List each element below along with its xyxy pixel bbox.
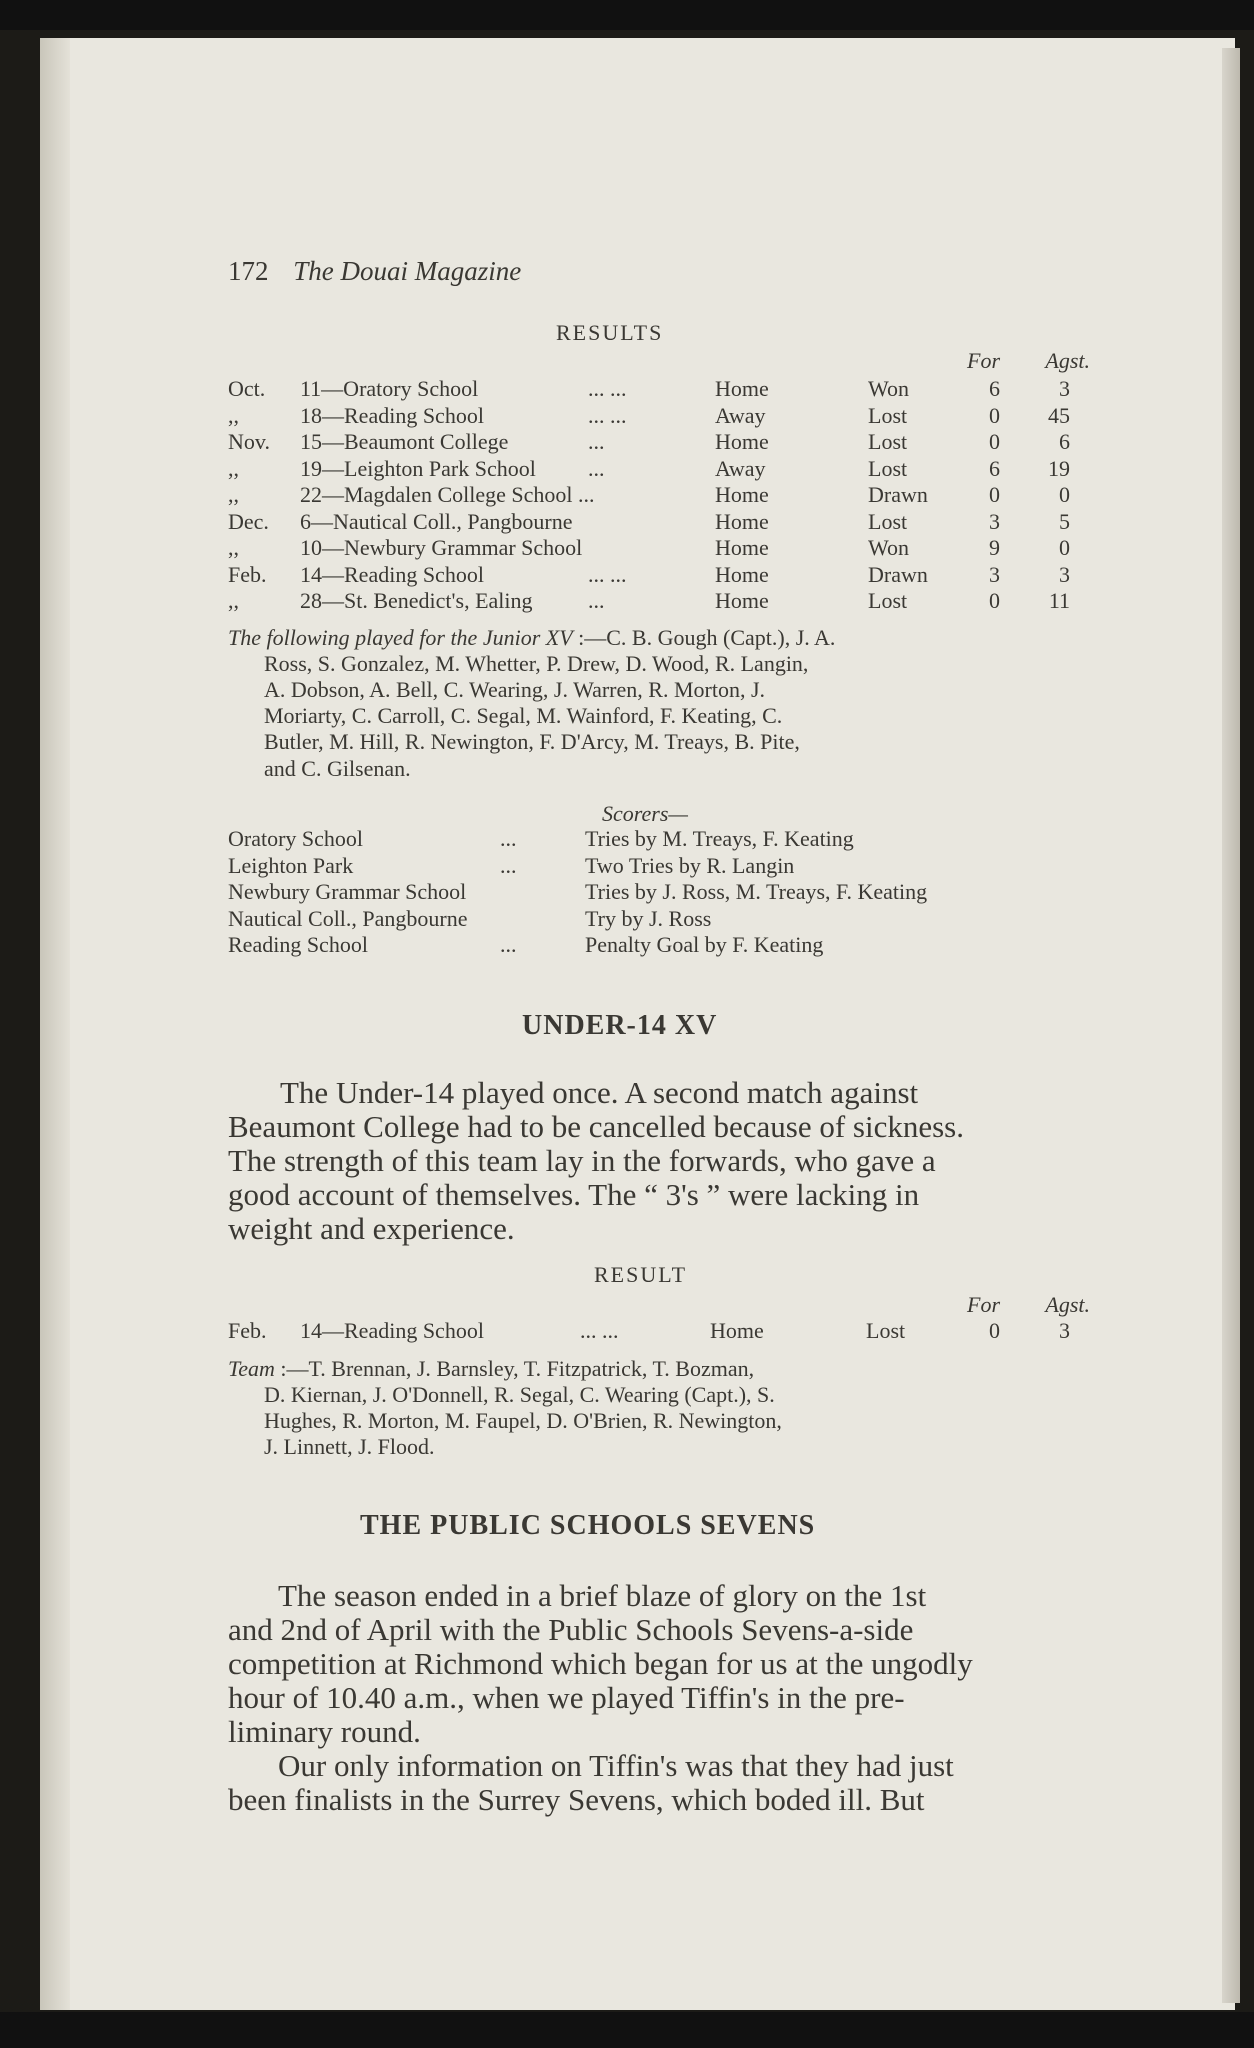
team-line: Butler, M. Hill, R. Newington, F. D'Arcy, M. Treays, B. Pite, (264, 729, 800, 754)
row-venue: Away (715, 455, 766, 481)
row-for: 6 (989, 376, 1000, 401)
row-result: Won (868, 376, 910, 401)
scorer-dots: ... (500, 932, 517, 957)
row-dots: ... ... (588, 561, 627, 587)
row-opponent: 14—Reading School (300, 1318, 484, 1343)
scorer-match: Oratory School (228, 826, 364, 851)
team-intro: The following played for the Junior XV (228, 625, 573, 650)
row-agst: 0 (1059, 482, 1070, 507)
row-result: Lost (868, 402, 908, 428)
row-result: Lost (868, 429, 908, 454)
row-month: Nov. (228, 429, 270, 454)
row-agst: 0 (1059, 535, 1070, 560)
row-venue: Home (715, 482, 769, 507)
scorer-names: Tries by M. Treays, F. Keating (585, 826, 854, 851)
row-venue: Home (710, 1318, 764, 1343)
row-month: Oct. (228, 376, 266, 401)
scorer-names: Penalty Goal by F. Keating (585, 932, 824, 957)
page-gutter (40, 38, 70, 2010)
team-line: Ross, S. Gonzalez, M. Whetter, P. Drew, D. Wood, R. Langin, (264, 651, 809, 676)
row-result: Drawn (868, 482, 928, 507)
row-dots: ... (588, 455, 605, 481)
result-title: RESULT (594, 1262, 688, 1287)
paragraph-line: hour of 10.40 a.m., when we played Tiffin's in the pre- (228, 1680, 905, 1715)
row-venue: Home (715, 588, 769, 613)
paragraph-line: good account of themselves. The “ 3's ” were lacking in (228, 1177, 920, 1212)
paragraph-line: competition at Richmond which began for us at the ungodly (228, 1646, 973, 1681)
row-agst: 19 (1048, 455, 1070, 481)
row-result: Lost (866, 1318, 906, 1343)
results-title: RESULTS (556, 320, 664, 345)
row-result: Lost (868, 455, 908, 481)
row-dots: ... ... (580, 1318, 619, 1343)
row-venue: Home (715, 508, 769, 534)
sevens-heading: THE PUBLIC SCHOOLS SEVENS (360, 1510, 816, 1541)
team-line (228, 1356, 754, 1382)
row-for: 3 (989, 561, 1000, 587)
team-line (228, 625, 835, 651)
team-line: and C. Gilsenan. (264, 756, 411, 781)
paragraph-line: Beaumont College had to be cancelled because of sickness. (228, 1109, 964, 1144)
row-month: Feb. (228, 1318, 267, 1343)
scorer-names: Two Tries by R. Langin (585, 852, 795, 878)
under14-heading: UNDER-14 XV (522, 1010, 718, 1041)
team-line-text: :—C. B. Gough (Capt.), J. A. (578, 625, 836, 650)
row-agst: 3 (1059, 1318, 1070, 1343)
row-month: ,, (228, 455, 239, 481)
page-header (228, 256, 521, 287)
row-dots: ... (588, 588, 605, 613)
scorer-match: Reading School (228, 932, 368, 957)
team-line: J. Linnett, J. Flood. (264, 1434, 435, 1459)
paragraph-line: The strength of this team lay in the forwards, who gave a (228, 1143, 936, 1178)
row-venue: Home (715, 561, 769, 587)
scorer-match: Leighton Park (228, 852, 354, 878)
row-agst: 3 (1059, 376, 1070, 401)
scan-bottom-border (0, 2012, 1254, 2048)
team-line: A. Dobson, A. Bell, C. Wearing, J. Warren, R. Morton, J. (264, 677, 766, 702)
row-result: Drawn (868, 561, 928, 587)
row-opponent: 6—Nautical Coll., Pangbourne (300, 508, 573, 534)
row-dots: ... ... (588, 402, 627, 428)
col-for-header: For (967, 348, 1000, 373)
team-label: Team (228, 1356, 275, 1381)
row-opponent: 11—Oratory School (300, 376, 479, 401)
row-for: 0 (989, 429, 1000, 454)
row-result: Lost (868, 588, 908, 613)
paragraph-line: Our only information on Tiffin's was that they had just (278, 1748, 954, 1783)
row-month: ,, (228, 402, 239, 428)
row-for: 0 (989, 402, 1000, 428)
row-opponent: 22—Magdalen College School ... (300, 482, 595, 507)
row-for: 3 (989, 508, 1000, 534)
paragraph-line: liminary round. (228, 1714, 421, 1749)
team-line: Hughes, R. Morton, M. Faupel, D. O'Brien, R. Newington, (264, 1408, 782, 1433)
row-for: 6 (989, 455, 1000, 481)
scorer-match: Newbury Grammar School (228, 879, 467, 904)
row-opponent: 15—Beaumont College (300, 429, 509, 454)
col-agst-header: Agst. (1045, 348, 1090, 373)
row-month: ,, (228, 588, 239, 613)
paragraph-line: The season ended in a brief blaze of glory on the 1st (278, 1578, 927, 1613)
row-venue: Away (715, 402, 766, 428)
row-month: ,, (228, 482, 239, 507)
scorer-match: Nautical Coll., Pangbourne (228, 905, 468, 931)
paragraph-line: and 2nd of April with the Public Schools Sevens-a-side (228, 1612, 914, 1647)
row-for: 0 (989, 588, 1000, 613)
row-opponent: 10—Newbury Grammar School (300, 535, 583, 560)
scorer-dots: ... (500, 826, 517, 851)
row-for: 0 (989, 482, 1000, 507)
row-result: Lost (868, 508, 908, 534)
row-opponent: 28—St. Benedict's, Ealing (300, 588, 533, 613)
row-opponent: 19—Leighton Park School (300, 455, 536, 481)
row-opponent: 18—Reading School (300, 402, 484, 428)
scan-top-border (0, 0, 1254, 30)
paragraph-line: The Under-14 played once. A second match against (280, 1075, 919, 1110)
row-venue: Home (715, 535, 769, 560)
paragraph-line: been finalists in the Surrey Sevens, which boded ill. But (228, 1782, 925, 1817)
row-opponent: 14—Reading School (300, 561, 484, 587)
row-dots: ... ... (588, 376, 627, 401)
team-line-text: :—T. Brennan, J. Barnsley, T. Fitzpatrick, T. Bozman, (280, 1356, 755, 1381)
scorer-dots: ... (500, 852, 517, 878)
row-venue: Home (715, 376, 769, 401)
scorer-names: Try by J. Ross (585, 905, 712, 931)
scorers-label: Scorers— (602, 801, 688, 826)
magazine-title: The Douai Magazine (293, 256, 522, 286)
team-line: Moriarty, C. Carroll, C. Segal, M. Wainford, F. Keating, C. (264, 703, 783, 728)
row-agst: 5 (1059, 508, 1070, 534)
row-agst: 3 (1059, 561, 1070, 587)
scorer-names: Tries by J. Ross, M. Treays, F. Keating (585, 879, 928, 904)
paragraph-line: weight and experience. (228, 1211, 515, 1246)
row-venue: Home (715, 429, 769, 454)
row-agst: 11 (1048, 588, 1070, 613)
row-month: Dec. (228, 508, 269, 534)
row-result: Won (868, 535, 910, 560)
u14-col-for-header: For (967, 1292, 1000, 1317)
row-for: 9 (989, 535, 1000, 560)
row-dots: ... (588, 429, 605, 454)
row-month: Feb. (228, 561, 267, 587)
page-right-edge (1222, 48, 1240, 2003)
team-line: D. Kiernan, J. O'Donnell, R. Segal, C. Wearing (Capt.), S. (264, 1382, 775, 1407)
page-number: 172 (228, 256, 269, 286)
u14-col-agst-header: Agst. (1045, 1292, 1090, 1317)
row-for: 0 (989, 1318, 1000, 1343)
row-agst: 45 (1048, 402, 1070, 428)
row-month: ,, (228, 535, 239, 560)
row-agst: 6 (1059, 429, 1070, 454)
